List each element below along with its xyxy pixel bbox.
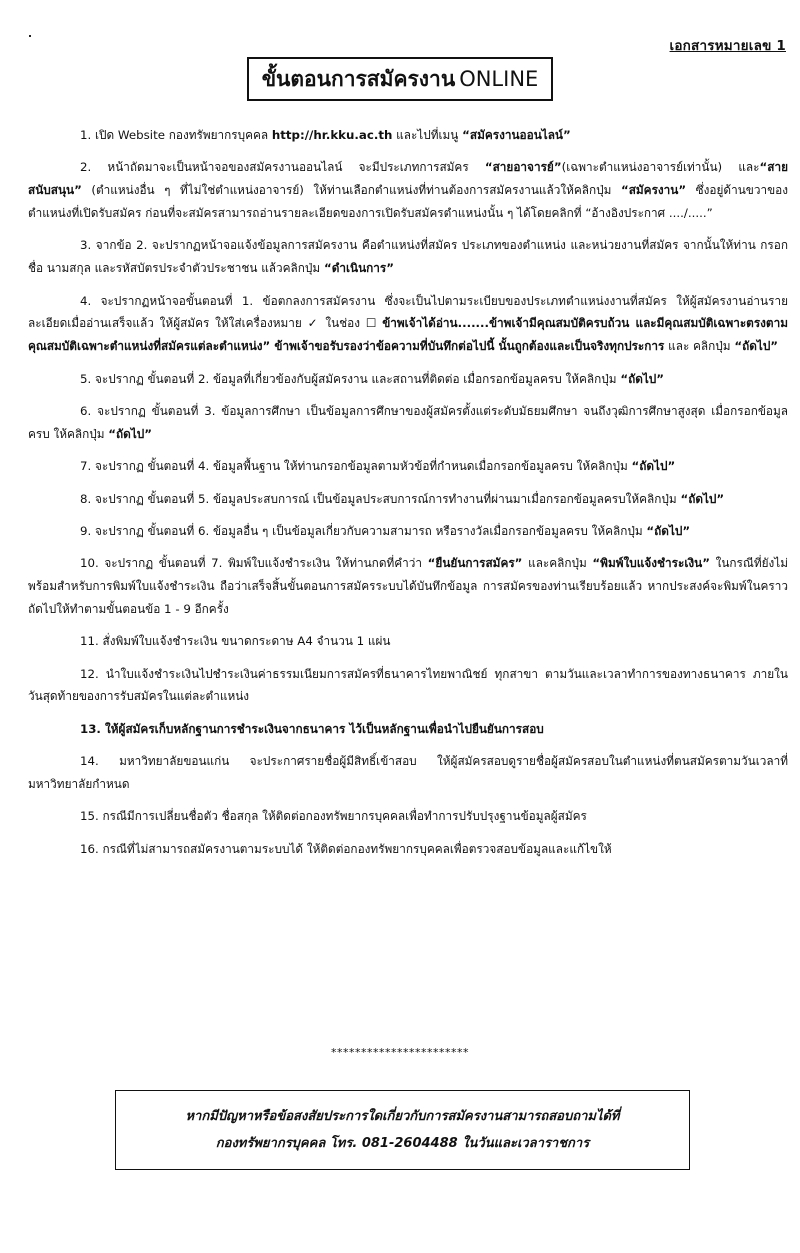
step-text: และคลิกปุ่ม (522, 556, 593, 571)
steps-list (28, 124, 788, 870)
step-text: “ถัดไป” (631, 459, 676, 474)
step-text: 11. สั่งพิมพ์ใบแจ้งชำระเงิน ขนาดกระดาษ A4 จำนวน 1 แผ่น (80, 634, 391, 649)
step-item (28, 750, 788, 796)
step-text: 1. เปิด Website กองทรัพยากรบุคคล (80, 128, 272, 142)
step-text: ซึ่งอยู่ด้านขวาของตำแหน่งที่เปิดรับสมัคร ก่อนที่จะสมัครสามารถอ่านรายละเอียดของการเปิดรับสมัครตำแหน่งนั้น ๆ ได้โดยคลิกที่ “อ้างอิงประกาศ ..../.....” (28, 183, 788, 220)
step-text: “สมัครงานออนไลน์” (462, 128, 571, 142)
step-item (28, 552, 788, 620)
step-item (28, 838, 788, 861)
step-item (28, 718, 788, 741)
page-title (247, 57, 553, 101)
step-text: 2. หน้าถัดมาจะเป็นหน้าจอของสมัครงานออนไลน์ จะมีประเภทการสมัคร (80, 160, 485, 175)
step-text: “พิมพ์ใบแจ้งชำระเงิน” (592, 556, 710, 571)
contact-line-2: กองทรัพยากรบุคคล โทร. 081-2604488 ในวันและเวลาราชการ (215, 1136, 590, 1151)
step-text: 16. กรณีที่ไม่สามารถสมัครงานตามระบบได้ ให้ติดต่อกองทรัพยากรบุคคลเพื่อตรวจสอบข้อมูลและแก้ไขให้ (80, 841, 612, 856)
step-item (28, 124, 788, 147)
step-text: 14. มหาวิทยาลัยขอนแก่น จะประกาศรายชื่อผู้มีสิทธิ์เข้าสอบ ให้ผู้สมัครสอบดูรายชื่อผู้สมัครสอบในตำแหน่งที่ตนสมัครตามวันเวลาที่มหาวิทยาลัยกำหนด (28, 754, 788, 792)
step-text: 9. จะปรากฏ ขั้นตอนที่ 6. ข้อมูลอื่น ๆ เป็นข้อมูลเกี่ยวกับความสามารถ หรือรางวัลเมื่อกรอกข้อมูลครบ ให้คลิกปุ่ม (80, 523, 647, 538)
step-text: http://hr.kku.ac.th (271, 128, 393, 142)
step-item (28, 630, 788, 653)
step-text: “ถัดไป” (620, 371, 665, 386)
step-item (28, 290, 788, 358)
page-title-latin: ONLINE (459, 67, 539, 91)
contact-box (115, 1090, 690, 1170)
step-text: 15. กรณีมีการเปลี่ยนชื่อตัว ชื่อสกุล ให้ติดต่อกองทรัพยากรบุคคลเพื่อทำการปรับปรุงฐานข้อมูลผู้สมัคร (80, 809, 587, 824)
page-title-thai: ขั้นตอนการสมัครงาน (261, 66, 456, 91)
step-text: ในกรณีที่ยังไม่พร้อมสำหรับการพิมพ์ใบแจ้งชำระเงิน ถือว่าเสร็จสิ้นขั้นตอนการสมัครระบบได้บันทึกข้อมูล การสมัครของท่านเรียบร้อยแล้ว หากประสงค์จะพิมพ์ในคราวถัดไปให้ทำตามขั้นตอนข้อ 1 - 9 อีกครั้ง (28, 556, 788, 616)
step-item (28, 368, 788, 391)
step-item (28, 520, 788, 543)
step-text: 4. จะปรากฏหน้าจอขั้นตอนที่ 1. ข้อตกลงการสมัครงาน ซึ่งจะเป็นไปตามระเบียบของประเภทตำแหน่งงานที่สมัคร ให้ผู้สมัครงานอ่านรายละเอียดเมื่ออ่านเสร็จแล้ว ให้ผู้สมัคร ให้ใส่เครื่องหมาย ✓ ในช่อง ☐ (28, 293, 788, 331)
step-item (28, 805, 788, 828)
step-text: 10. จะปรากฏ ขั้นตอนที่ 7. พิมพ์ใบแจ้งชำระเงิน ให้ท่านกดที่คำว่า (80, 556, 428, 571)
separator: *********************** (331, 1046, 469, 1059)
step-text: 12. นำใบแจ้งชำระเงินไปชำระเงินค่าธรรมเนียมการสมัครที่ธนาคารไทยพาณิชย์ ทุกสาขา ตามวันและเวลาทำการของทางธนาคาร ภายในวันสุดท้ายของการรับสมัครในแต่ละตำแหน่ง (28, 666, 788, 704)
step-text: 13. ให้ผู้สมัครเก็บหลักฐานการชำระเงินจากธนาคาร ไว้เป็นหลักฐานเพื่อนำไปยืนยันการสอบ (80, 721, 544, 736)
step-text: และไปที่เมนู (392, 128, 463, 142)
document-number: เอกสารหมายเลข 1 (669, 38, 786, 54)
step-text: “ถัดไป” (680, 491, 725, 506)
step-text: “สายสนับสนุน” (28, 160, 788, 198)
step-text: “ดำเนินการ” (323, 261, 394, 276)
step-text: 5. จะปรากฏ ขั้นตอนที่ 2. ข้อมูลที่เกี่ยวข้องกับผู้สมัครงาน และสถานที่ติดต่อ เมื่อกรอกข้อมูลครบ ให้คลิกปุ่ม (80, 371, 621, 386)
step-item (28, 156, 788, 224)
step-text: ข้าพเจ้าได้อ่าน.......ข้าพเจ้ามีคุณสมบัติครบถ้วน และมีคุณสมบัติเฉพาะตรงตามคุณสมบัติเฉพาะตำแหน่งที่สมัครแต่ละตำแหน่ง” ข้าพเจ้าขอรับรองว่าข้อความที่บันทึกต่อไปนี้ นั้นถูกต้องและเป็นจริงทุกประการ (28, 316, 788, 354)
step-text: “สายอาจารย์” (484, 160, 562, 175)
step-text: “ยืนยันการสมัคร” (427, 556, 523, 571)
step-text: “สมัครงาน” (620, 183, 687, 198)
step-text: (เฉพาะตำแหน่งอาจารย์เท่านั้น) และ (561, 160, 760, 175)
step-text: และ คลิกปุ่ม (664, 339, 735, 354)
step-item (28, 400, 788, 446)
step-text: 3. จากข้อ 2. จะปรากฏหน้าจอแจ้งข้อมูลการสมัครงาน คือตำแหน่งที่สมัคร ประเภทของตำแหน่ง และหน่วยงานที่สมัคร จากนั้นให้ท่าน กรอกชื่อ นามสกุล และรหัสบัตรประจำตัวประชาชน แล้วคลิกปุ่ม (28, 238, 788, 276)
contact-line-1: หากมีปัญหาหรือข้อสงสัยประการใดเกี่ยวกับการสมัครงานสามารถสอบถามได้ที่ (185, 1109, 620, 1124)
step-text: 8. จะปรากฏ ขั้นตอนที่ 5. ข้อมูลประสบการณ์ เป็นข้อมูลประสบการณ์การทำงานที่ผ่านมาเมื่อกรอกข้อมูลครบให้คลิกปุ่ม (80, 491, 681, 506)
step-text: 6. จะปรากฏ ขั้นตอนที่ 3. ข้อมูลการศึกษา เป็นข้อมูลการศึกษาของผู้สมัครตั้งแต่ระดับมัธยมศึกษา จนถึงวุฒิการศึกษาสูงสุด เมื่อกรอกข้อมูลครบ ให้คลิกปุ่ม (28, 403, 788, 441)
step-text: (ตำแหน่งอื่น ๆ ที่ไม่ใช่ตำแหน่งอาจารย์) ให้ท่านเลือกตำแหน่งที่ท่านต้องการสมัครงานแล้วให้คลิกปุ่ม (81, 183, 621, 198)
stray-dot (29, 35, 31, 37)
step-item (28, 663, 788, 709)
step-text: “ถัดไป” (646, 523, 691, 538)
step-item (28, 234, 788, 280)
step-item (28, 455, 788, 478)
step-item (28, 488, 788, 511)
step-text: “ถัดไป” (108, 426, 153, 441)
step-text: “ถัดไป” (734, 339, 779, 354)
step-text: 7. จะปรากฏ ขั้นตอนที่ 4. ข้อมูลพื้นฐาน ให้ท่านกรอกข้อมูลตามหัวข้อที่กำหนดเมื่อกรอกข้อมูลครบ ให้คลิกปุ่ม (80, 459, 632, 474)
